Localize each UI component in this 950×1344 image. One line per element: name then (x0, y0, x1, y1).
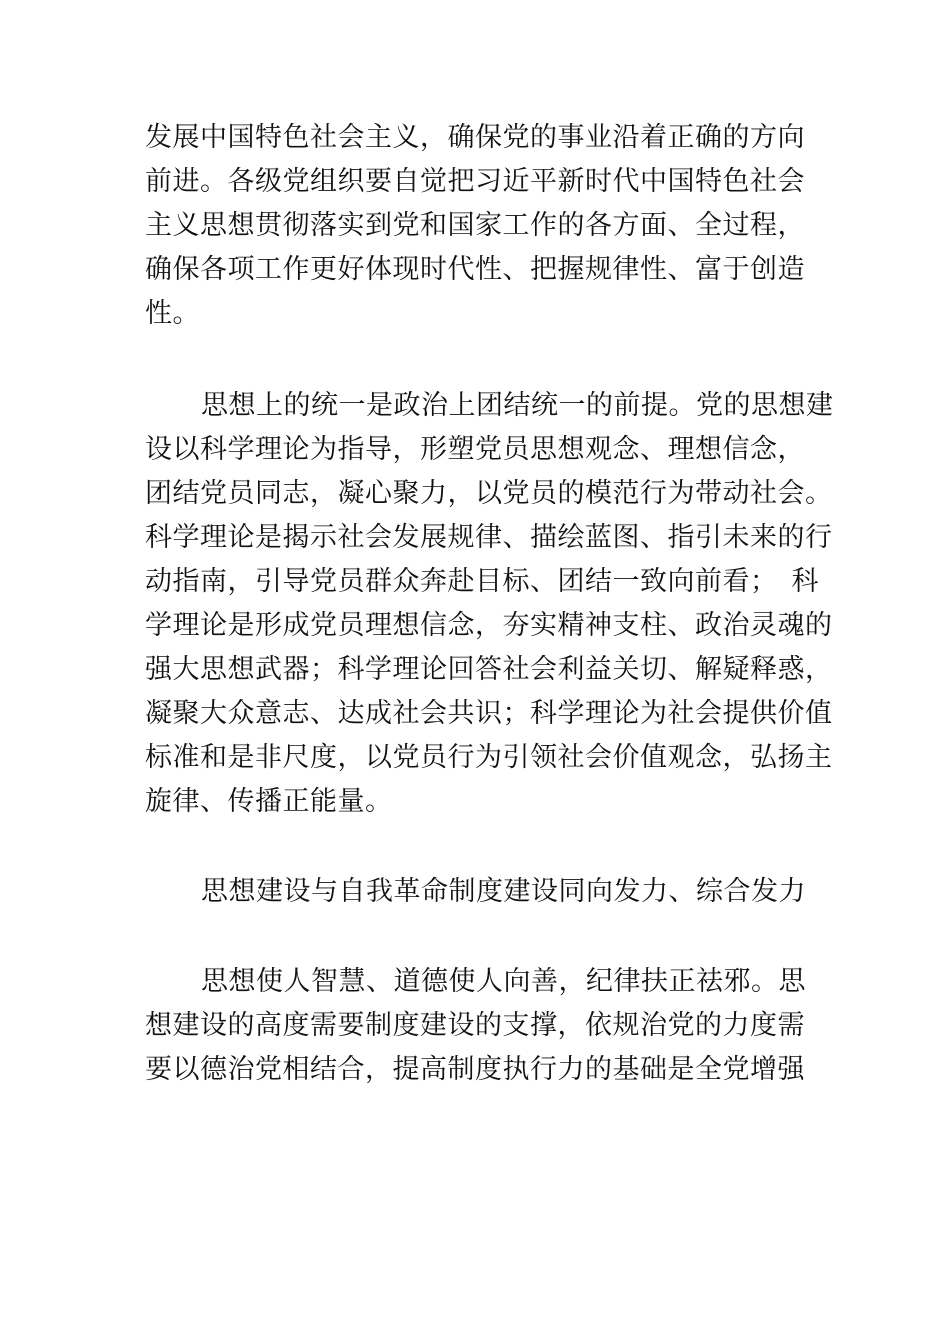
paragraph-2-line-1: 思想上的统一是政治上团结统一的前提。党的思想建 (201, 390, 834, 421)
paragraph-3-line-1: 思想使人智慧、道德使人向善，纪律扶正祛邪。思 (201, 966, 806, 997)
paragraph-3-line-3: 要以德治党相结合，提高制度执行力的基础是全党增强 (145, 1054, 805, 1085)
paragraph-2-line-9: 标准和是非尺度，以党员行为引领社会价值观念，弘扬主 (145, 742, 833, 773)
paragraph-2-line-8: 凝聚大众意志、达成社会共识；科学理论为社会提供价值 (145, 698, 833, 729)
paragraph-2-line-6: 学理论是形成党员理想信念，夯实精神支柱、政治灵魂的 (145, 610, 833, 641)
paragraph-2-line-10: 旋律、传播正能量。 (145, 786, 393, 817)
paragraph-1-line-1: 发展中国特色社会主义，确保党的事业沿着正确的方向 (145, 122, 805, 153)
paragraph-2-line-4: 科学理论是揭示社会发展规律、描绘蓝图、指引未来的行 (145, 522, 833, 553)
paragraph-1-line-3: 主义思想贯彻落实到党和国家工作的各方面、全过程， (145, 210, 805, 241)
paragraph-2-line-7: 强大思想武器；科学理论回答社会利益关切、解疑释惑， (145, 654, 833, 685)
section-heading: 思想建设与自我革命制度建设同向发力、综合发力 (201, 876, 806, 907)
paragraph-1-line-4: 确保各项工作更好体现时代性、把握规律性、富于创造 (145, 254, 805, 285)
paragraph-2-line-3: 团结党员同志，凝心聚力，以党员的模范行为带动社会。 (145, 478, 833, 509)
paragraph-1-line-5: 性。 (145, 298, 200, 329)
paragraph-1-line-2: 前进。各级党组织要自觉把习近平新时代中国特色社会 (145, 166, 805, 197)
paragraph-3-line-2: 想建设的高度需要制度建设的支撑，依规治党的力度需 (145, 1010, 805, 1041)
paragraph-2-line-2: 设以科学理论为指导，形塑党员思想观念、理想信念， (145, 434, 805, 465)
paragraph-2-line-5: 动指南，引导党员群众奔赴目标、团结一致向前看； 科 (145, 566, 819, 597)
